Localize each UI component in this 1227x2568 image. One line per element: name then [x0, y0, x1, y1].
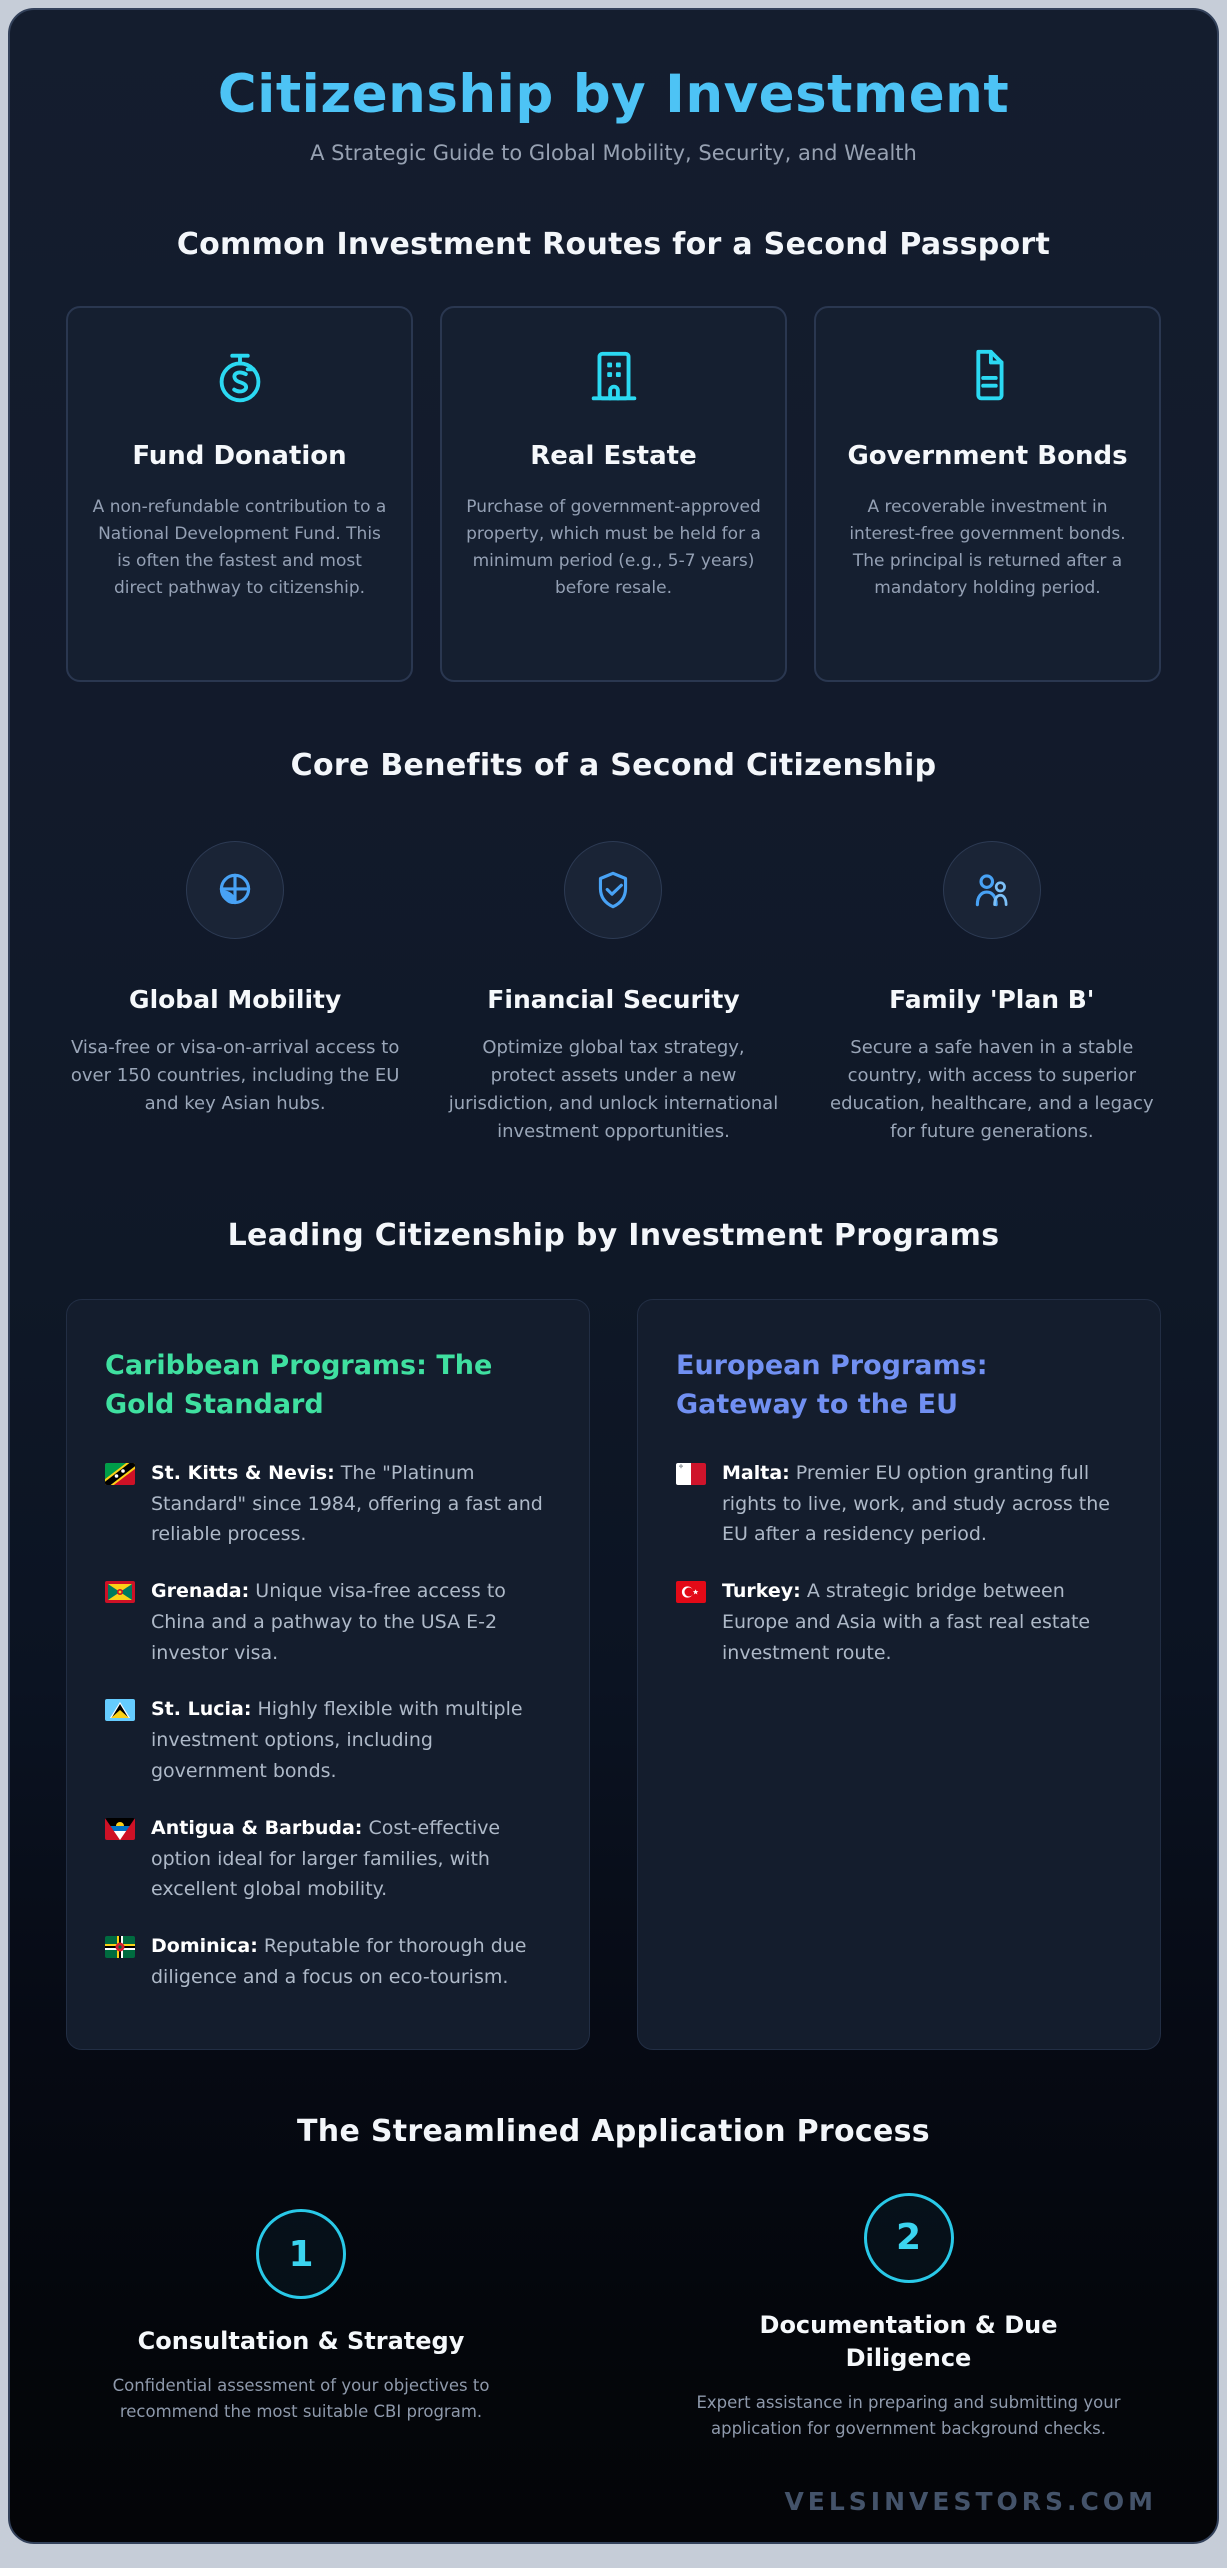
list-item-text — [722, 1458, 1122, 1550]
panel-title-line1: Caribbean Programs: The — [105, 1349, 493, 1381]
benefit-title: Family 'Plan B' — [889, 985, 1095, 1014]
step-title: Consultation & Strategy — [137, 2327, 465, 2356]
benefit-financial-security — [444, 841, 782, 1146]
st-kitts-nevis-flag-icon — [105, 1463, 135, 1550]
panel-title-line2: Gateway to the EU — [676, 1388, 958, 1420]
card-government-bonds — [814, 306, 1161, 682]
country-desc: The "Platinum Standard" since 1984, offering a fast and reliable process. — [151, 1461, 543, 1546]
card-fund-donation — [66, 306, 413, 682]
european-panel-title — [676, 1346, 1122, 1424]
panel-title-line1: European Programs: — [676, 1349, 988, 1381]
country-desc: Premier EU option granting full rights to live, work, and study across the EU after a residency period. — [722, 1461, 1110, 1546]
antigua-barbuda-flag-icon — [105, 1818, 135, 1905]
list-item-grenada — [105, 1576, 551, 1668]
benefit-title: Financial Security — [487, 985, 740, 1014]
step-desc: Expert assistance in preparing and submitting your application for government background checks. — [696, 2392, 1121, 2439]
benefit-desc: Visa-free or visa-on-arrival access to over 150 countries, including the EU and key Asian hubs. — [70, 1037, 400, 1114]
caribbean-programs-panel — [66, 1299, 590, 2050]
benefit-title: Global Mobility — [129, 985, 342, 1014]
document-icon — [840, 344, 1135, 410]
step-number-badge — [256, 2209, 346, 2299]
card-title: Fund Donation — [132, 441, 347, 471]
list-item-turkey — [676, 1576, 1122, 1668]
card-title: Government Bonds — [847, 441, 1128, 471]
european-programs-panel — [637, 1299, 1161, 2050]
step-title: Documentation & Due Diligence — [759, 2310, 1058, 2373]
card-title: Real Estate — [530, 441, 697, 471]
shield-check-icon — [564, 841, 662, 939]
country-desc: Cost-effective option ideal for larger families, with excellent global mobility. — [151, 1816, 501, 1901]
infographic-page — [8, 8, 1219, 2544]
process-step-2 — [656, 2193, 1161, 2443]
list-item-text — [151, 1813, 551, 1905]
list-item-malta — [676, 1458, 1122, 1550]
building-icon — [466, 344, 761, 410]
page-subtitle: A Strategic Guide to Global Mobility, Security, and Wealth — [310, 141, 917, 165]
step-number-badge — [864, 2193, 954, 2283]
country-name: Grenada: — [151, 1580, 250, 1603]
malta-flag-icon — [676, 1463, 706, 1550]
list-item-dominica — [105, 1931, 551, 1993]
benefit-desc: Secure a safe haven in a stable country, with access to superior education, healthcare, and a legacy for future generations. — [830, 1037, 1154, 1142]
globe-leaf-icon — [186, 841, 284, 939]
card-desc: Purchase of government-approved property, which must be held for a minimum period (e.g., 5-7 years) before resale. — [466, 496, 761, 599]
caribbean-program-list — [105, 1458, 551, 1993]
country-name: St. Kitts & Nevis: — [151, 1461, 335, 1484]
step-number: 2 — [895, 2217, 922, 2259]
step-number: 1 — [288, 2233, 314, 2275]
dominica-flag-icon — [105, 1936, 135, 1993]
country-name: St. Lucia: — [151, 1698, 252, 1721]
card-desc: A recoverable investment in interest-free government bonds. The principal is returned after a mandatory holding period. — [849, 496, 1126, 599]
benefits-row — [66, 841, 1161, 1146]
st-lucia-flag-icon — [105, 1699, 135, 1786]
benefits-heading: Core Benefits of a Second Citizenship — [290, 748, 937, 783]
country-desc: Reputable for thorough due diligence and a focus on eco-tourism. — [151, 1935, 527, 1988]
watermark: VELSINVESTORS.COM — [784, 2487, 1157, 2516]
benefit-family-plan-b — [823, 841, 1161, 1146]
country-desc: Unique visa-free access to China and a pathway to the USA E-2 investor visa. — [151, 1580, 506, 1664]
process-row — [66, 2193, 1161, 2443]
card-real-estate — [440, 306, 787, 682]
country-desc: A strategic bridge between Europe and Asia with a fast real estate investment route. — [722, 1580, 1091, 1664]
panel-title-line2: Gold Standard — [105, 1388, 324, 1420]
program-panels-row — [66, 1299, 1161, 2050]
turkey-flag-icon — [676, 1581, 706, 1668]
caribbean-panel-title — [105, 1346, 551, 1424]
benefit-global-mobility — [66, 841, 404, 1146]
stopwatch-dollar-icon — [92, 344, 387, 410]
list-item-text — [151, 1576, 551, 1668]
country-name: Dominica: — [151, 1935, 258, 1958]
routes-heading: Common Investment Routes for a Second Passport — [176, 227, 1051, 262]
family-icon — [943, 841, 1041, 939]
grenada-flag-icon — [105, 1581, 135, 1668]
country-name: Turkey: — [722, 1580, 801, 1603]
list-item-text — [151, 1931, 551, 1993]
list-item-text — [151, 1694, 551, 1786]
list-item-text — [151, 1458, 551, 1550]
process-step-1 — [66, 2209, 536, 2425]
country-name: Malta: — [722, 1461, 790, 1484]
country-name: Antigua & Barbuda: — [151, 1816, 363, 1839]
country-desc: Highly flexible with multiple investment options, including government bonds. — [151, 1698, 523, 1782]
list-item-antigua-barbuda — [105, 1813, 551, 1905]
step-desc: Confidential assessment of your objectives to recommend the most suitable CBI program. — [112, 2375, 490, 2422]
routes-cards-row — [66, 306, 1161, 682]
programs-heading: Leading Citizenship by Investment Programs — [227, 1217, 1000, 1253]
card-desc: A non-refundable contribution to a National Development Fund. This is often the fastest and most direct pathway to citizenship. — [92, 496, 387, 599]
list-item-st-kitts-nevis — [105, 1458, 551, 1550]
page-title: Citizenship by Investment — [217, 64, 1010, 125]
benefit-desc: Optimize global tax strategy, protect assets under a new jurisdiction, and unlock international investment opportunities. — [448, 1037, 779, 1142]
list-item-st-lucia — [105, 1694, 551, 1786]
european-program-list — [676, 1458, 1122, 1669]
process-heading: The Streamlined Application Process — [297, 2113, 930, 2149]
list-item-text — [722, 1576, 1122, 1668]
